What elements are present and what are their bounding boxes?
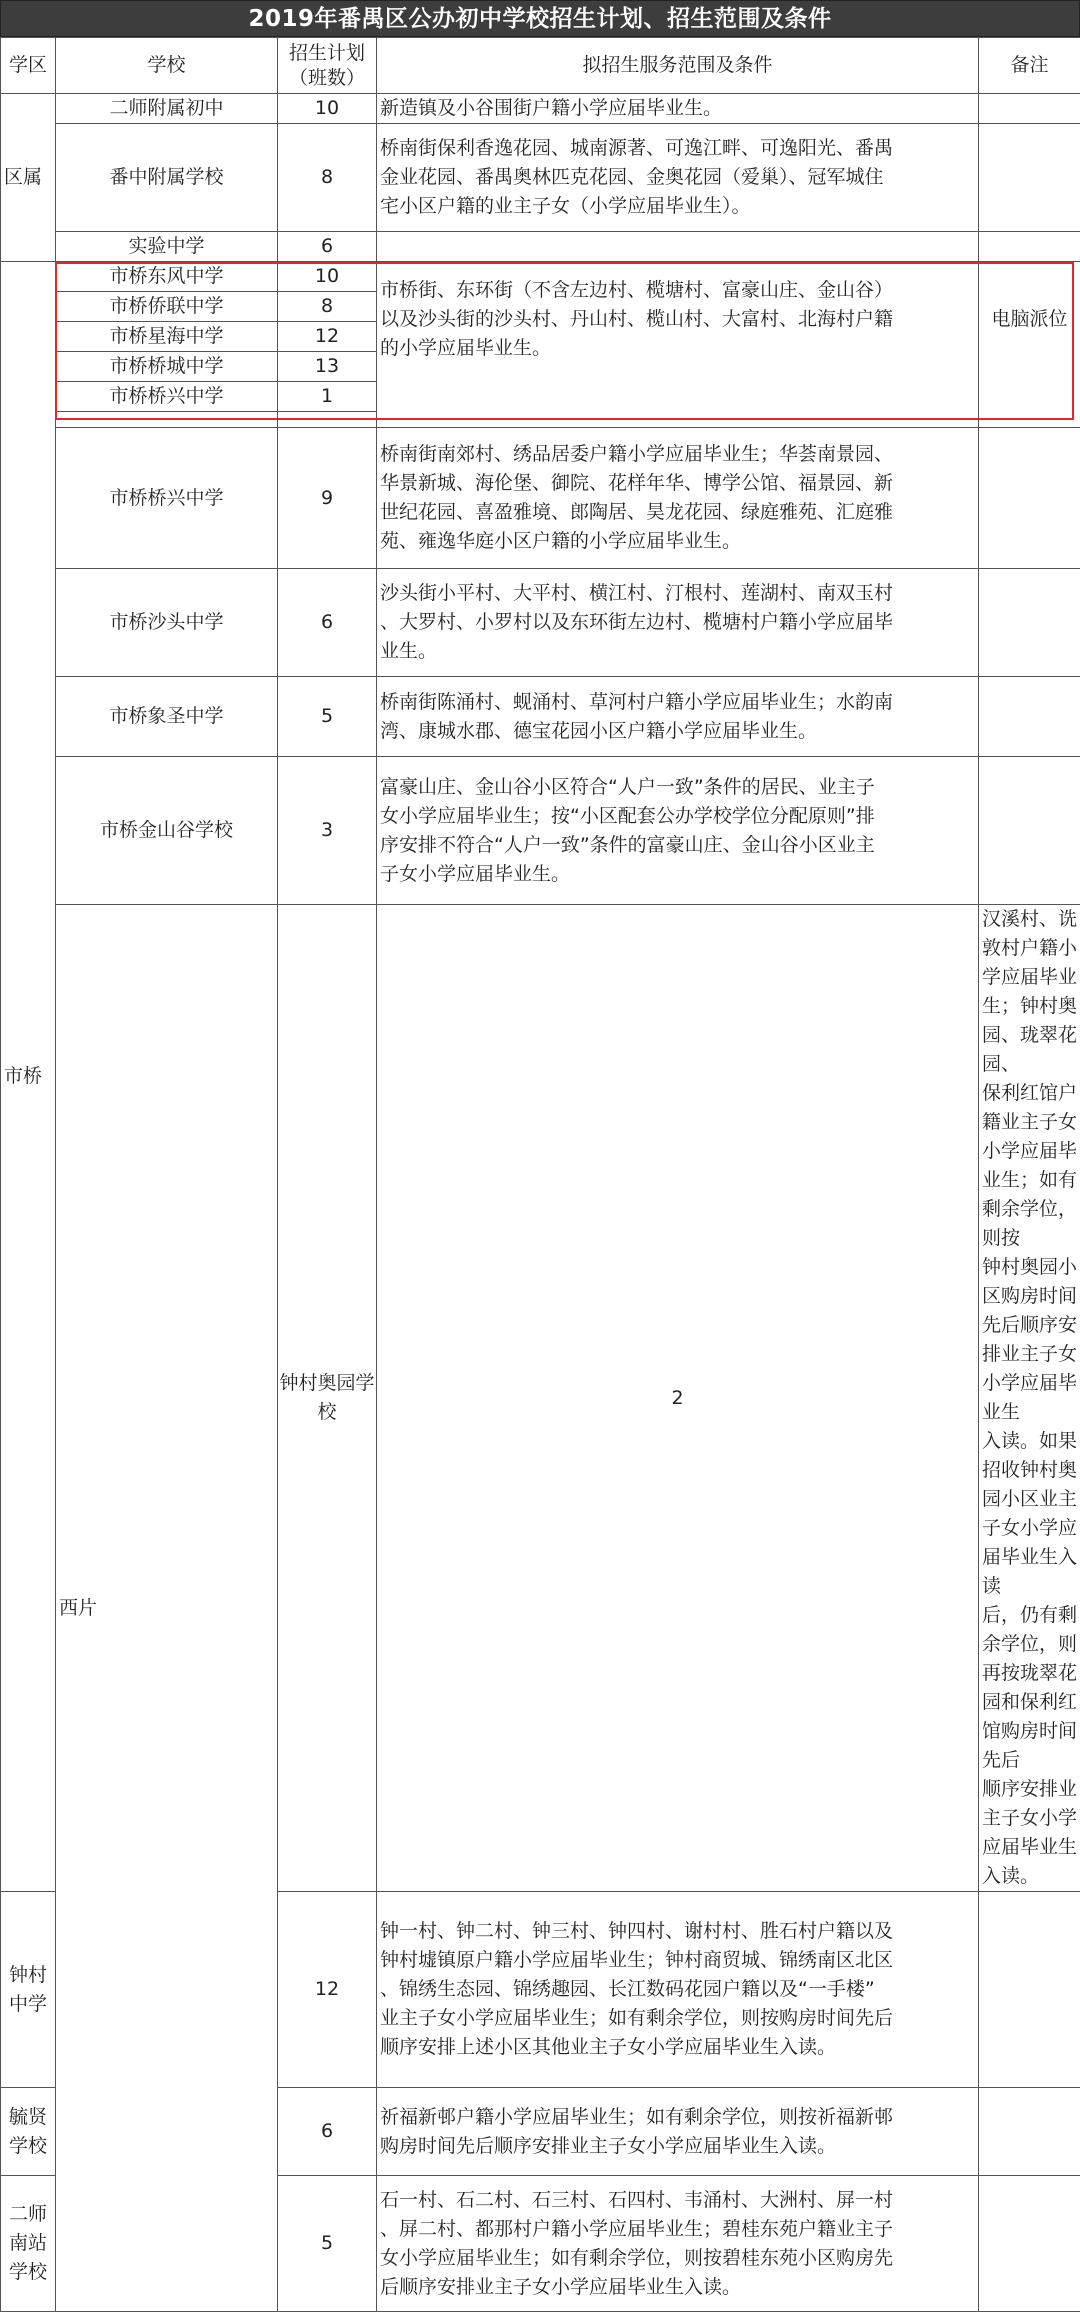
scope-line: 子女小学应届毕业生。 [380,860,976,889]
header-district: 学区 [1,38,56,94]
school-cell: 市桥金山谷学校 [56,757,278,905]
school-cell: 毓贤学校 [1,2088,56,2176]
scope-line: 的小学应届毕业生。 [380,334,976,363]
table-row [1,428,1080,569]
remark-cell [979,428,1080,569]
scope-cell [979,905,1080,1892]
district-cell: 区属 [1,94,56,262]
scope-line: 入读。如果招收钟村奥园小区业主子女小学应届毕业生入读 [982,1427,1078,1601]
scope-line: 钟一村、钟二村、钟三村、钟四村、谢村村、胜石村户籍以及 [380,1917,976,1946]
scope-line: 业生。 [380,637,976,666]
remark-cell [979,2176,1080,2312]
header-row [1,38,1080,94]
scope-line: 后，仍有剩余学位，则再按珑翠花园和保利红馆购房时间先后 [982,1601,1078,1775]
scope-cell: 新造镇及小谷围街户籍小学应届毕业生。 [377,94,979,124]
school-cell: 市桥桥城中学 [56,352,278,382]
plan-cell: 6 [278,569,377,677]
table-row [1,757,1080,905]
header-plan-line1: 招生计划 [278,41,376,66]
scope-line: 、锦绣生态园、锦绣趣园、长江数码花园户籍以及“一手楼” [380,1975,976,2004]
empty-cell [56,412,278,428]
table-row [1,232,1080,262]
scope-line: 石一村、石二村、石三村、石四村、韦涌村、大洲村、屏一村 [380,2186,976,2215]
scope-line: 富豪山庄、金山谷小区符合“人户一致”条件的居民、业主子 [380,773,976,802]
scope-cell [377,677,979,757]
school-cell: 市桥星海中学 [56,322,278,352]
school-cell: 市桥东风中学 [56,262,278,292]
scope-line: 金业花园、番禺奥林匹克花园、金奥花园（爱巢）、冠军城住 [380,163,976,192]
scope-line: 华景新城、海伦堡、御院、花样年华、博学公馆、福景园、新 [380,469,976,498]
plan-cell: 5 [278,677,377,757]
school-cell: 钟村奥园学校 [278,905,377,1892]
scope-line: 序安排不符合“人户一致”条件的富豪山庄、金山谷小区业主 [380,831,976,860]
school-cell: 钟村中学 [1,1892,56,2088]
school-cell: 实验中学 [56,232,278,262]
plan-cell: 13 [278,352,377,382]
school-cell: 市桥桥兴中学 [56,428,278,569]
enrollment-table [0,37,1080,2312]
school-cell: 市桥侨联中学 [56,292,278,322]
scope-line: 女小学应届毕业生；如有剩余学位，则按碧桂东苑小区购房先 [380,2244,976,2273]
empty-cell [278,412,377,428]
remark-cell [979,94,1080,124]
scope-line: 保利红馆户籍业主子女小学应届毕业生；如有剩余学位，则按 [982,1079,1078,1253]
remark-cell [979,1892,1080,2088]
school-cell: 番中附属学校 [56,124,278,232]
table-row [1,124,1080,232]
scope-line: 祈福新邨户籍小学应届毕业生；如有剩余学位，则按祈福新邨 [380,2103,976,2132]
table-row [1,262,1080,292]
scope-line: 苑、雍逸华庭小区户籍的小学应届毕业生。 [380,527,976,556]
scope-cell [377,124,979,232]
scope-line: 沙头街小平村、大平村、横江村、汀根村、莲湖村、南双玉村 [380,579,976,608]
school-cell: 二师南站学校 [1,2176,56,2312]
scope-line: 后顺序安排业主子女小学应届毕业生入读。 [380,2273,976,2302]
scope-line: 顺序安排上述小区其他业主子女小学应届毕业生入读。 [380,2033,976,2062]
group-scope-cell [377,262,979,428]
remark-cell [979,124,1080,232]
scope-line: 以及沙头街的沙头村、丹山村、榄山村、大富村、北海村户籍 [380,305,976,334]
table-row [1,569,1080,677]
remark-cell [979,569,1080,677]
scope-line: 、大罗村、小罗村以及东环街左边村、榄塘村户籍小学应届毕 [380,608,976,637]
header-plan-line2: （班数） [278,66,376,91]
scope-line: 桥南街保利香逸花园、城南源著、可逸江畔、可逸阳光、番禺 [380,134,976,163]
header-school: 学校 [56,38,278,94]
scope-line: 市桥街、东环街（不含左边村、榄塘村、富豪山庄、金山谷） [380,276,976,305]
plan-cell: 10 [278,94,377,124]
remark-cell [979,757,1080,905]
plan-cell: 5 [278,2176,377,2312]
table-title: 2019年番禺区公办初中学校招生计划、招生范围及条件 [0,0,1080,37]
scope-line: 汉溪村、诜敦村户籍小学应届毕业生；钟村奥园、珑翠花园、 [982,905,1078,1079]
scope-line: 钟村奥园小区购房时间先后顺序安排业主子女小学应届毕业生 [982,1253,1078,1427]
scope-cell [377,2088,979,2176]
school-cell: 市桥桥兴中学 [56,382,278,412]
scope-line: 世纪花园、喜盈雅境、郎陶居、昊龙花园、绿庭雅苑、汇庭雅 [380,498,976,527]
plan-cell: 8 [278,292,377,322]
scope-line: 宅小区户籍的业主子女（小学应届毕业生）。 [380,192,976,221]
school-cell: 二师附属初中 [56,94,278,124]
scope-line: 女小学应届毕业生；按“小区配套公办学校学位分配原则”排 [380,802,976,831]
table-row [1,677,1080,757]
plan-cell: 6 [278,232,377,262]
plan-cell: 2 [377,905,979,1892]
scope-cell [377,428,979,569]
header-remark: 备注 [979,38,1080,94]
school-cell: 市桥象圣中学 [56,677,278,757]
scope-cell [377,232,979,262]
header-scope: 拟招生服务范围及条件 [377,38,979,94]
table-row [1,94,1080,124]
scope-line: 顺序安排业主子女小学应届毕业生入读。 [982,1775,1078,1891]
remark-cell [979,677,1080,757]
scope-line: 桥南街陈涌村、蚬涌村、草河村户籍小学应届毕业生；水韵南 [380,688,976,717]
scope-line: 湾、康城水郡、德宝花园小区户籍小学应届毕业生。 [380,717,976,746]
plan-cell: 12 [278,322,377,352]
group-remark-cell: 电脑派位 [979,262,1080,428]
plan-cell: 9 [278,428,377,569]
header-plan [278,38,377,94]
scope-line: 钟村墟镇原户籍小学应届毕业生；钟村商贸城、锦绣南区北区 [380,1946,976,1975]
scope-cell [377,569,979,677]
plan-cell: 1 [278,382,377,412]
plan-cell: 8 [278,124,377,232]
district-cell: 西片 [56,905,278,2312]
plan-cell: 3 [278,757,377,905]
plan-cell: 10 [278,262,377,292]
district-cell: 市桥 [1,262,56,1892]
plan-cell: 6 [278,2088,377,2176]
scope-line: 业主子女小学应届毕业生；如有剩余学位，则按购房时间先后 [380,2004,976,2033]
scope-cell [377,757,979,905]
table-row [1,905,1080,1892]
scope-line: 桥南街南郊村、绣品居委户籍小学应届毕业生；华荟南景园、 [380,440,976,469]
remark-cell [979,2088,1080,2176]
plan-cell: 12 [278,1892,377,2088]
scope-line: 、屏二村、都那村户籍小学应届毕业生；碧桂东苑户籍业主子 [380,2215,976,2244]
school-cell: 市桥沙头中学 [56,569,278,677]
remark-cell [979,232,1080,262]
scope-line: 购房时间先后顺序安排业主子女小学应届毕业生入读。 [380,2132,976,2161]
scope-cell [377,1892,979,2088]
scope-cell [377,2176,979,2312]
